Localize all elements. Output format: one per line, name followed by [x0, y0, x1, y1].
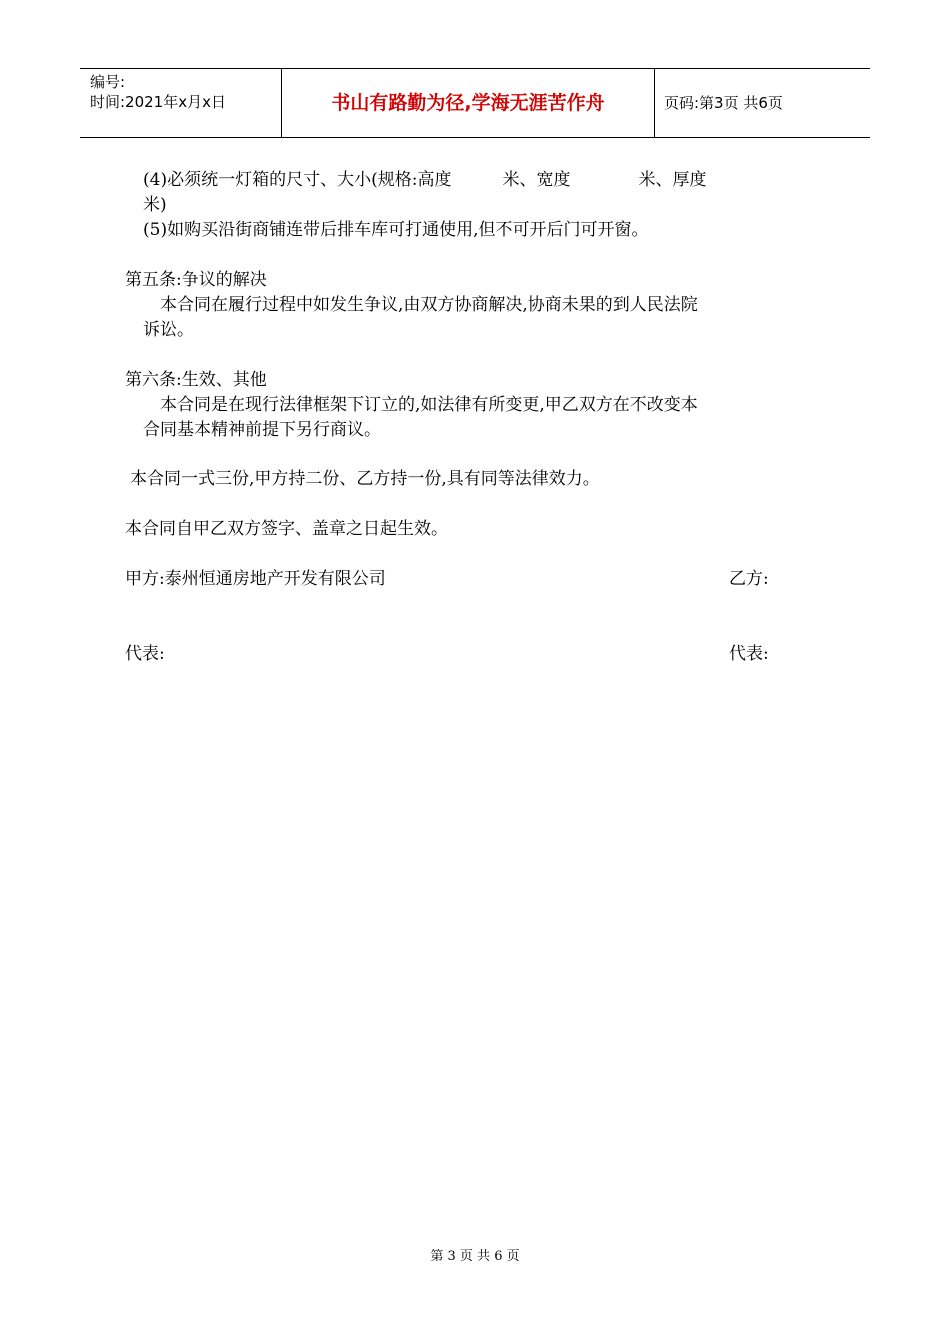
copies-clause: 本合同一式三份,甲方持二份、乙方持一份,具有同等法律效力。 [130, 469, 600, 489]
header-meta [90, 72, 226, 112]
page-header [80, 68, 870, 138]
article6-line2: 合同基本精神前提下另行商议。 [143, 420, 381, 440]
article5-line1: 本合同在履行过程中如发生争议,由双方协商解决,协商未果的到人民法院 [160, 295, 698, 315]
party-a-representative: 代表: [125, 644, 165, 664]
party-b-representative: 代表: [729, 644, 769, 664]
item4-line1: (4)必须统一灯箱的尺寸、大小(规格:高度 米、宽度 米、厚度 [143, 170, 707, 190]
header-divider-right [654, 69, 655, 137]
header-motto: 书山有路勤为径,学海无涯苦作舟 [331, 92, 605, 114]
item5-text: (5)如购买沿街商铺连带后排车库可打通使用,但不可开后门可开窗。 [143, 220, 649, 240]
article6-line1: 本合同是在现行法律框架下订立的,如法律有所变更,甲乙双方在不改变本 [160, 395, 698, 415]
article5-title: 第五条:争议的解决 [125, 270, 267, 290]
document-time-label: 时间:2021年x月x日 [90, 93, 226, 111]
party-a-label: 甲方:泰州恒通房地产开发有限公司 [125, 569, 386, 589]
article6-title: 第六条:生效、其他 [125, 370, 267, 390]
item4-line2: 米) [143, 195, 167, 215]
effective-clause: 本合同自甲乙双方签字、盖章之日起生效。 [125, 519, 448, 539]
article5-line2: 诉讼。 [143, 320, 194, 340]
page-footer: 第 3 页 共 6 页 [430, 1249, 520, 1264]
document-number-label: 编号: [90, 73, 126, 91]
header-page-number: 页码:第3页 共6页 [664, 94, 783, 112]
party-b-label: 乙方: [729, 569, 769, 589]
